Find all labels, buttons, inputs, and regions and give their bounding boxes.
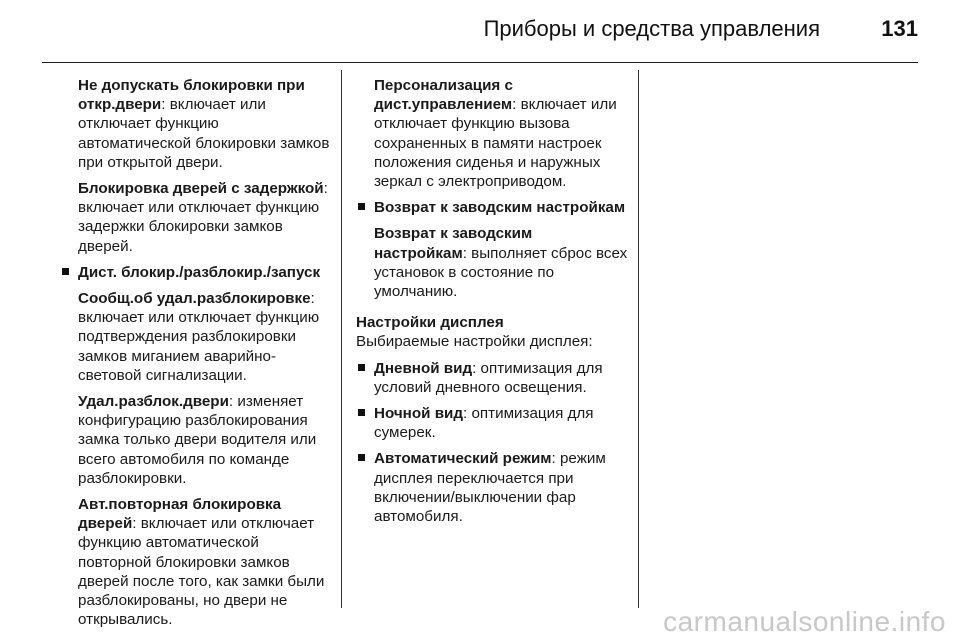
entry-label: Блокировка дверей с задержкой — [78, 180, 324, 198]
bullet-label: Возврат к заводским настройкам — [374, 199, 626, 217]
bullet-label: Дист. блокир./разблокир./запуск — [78, 263, 321, 281]
list-item-day-mode — [356, 359, 628, 397]
entry-text: : оптимизация для сумерек. — [374, 405, 594, 442]
bullet-factory-reset — [356, 198, 628, 217]
entry-text: : включает или отключает функцию автоматической повторной блокировки замков дверей после того, как замки были разблокированы, но двери не открывались. — [78, 515, 325, 629]
entry-label: Не допускать блокировки при откр.двери — [78, 77, 305, 114]
header-rule — [42, 62, 918, 63]
middle-column — [356, 76, 628, 533]
entry-text: : включает или отключает функцию автоматической блокировки замков при открытой двери. — [78, 96, 330, 171]
bullet-square-icon — [62, 268, 69, 275]
bullet-square-icon — [358, 364, 365, 371]
bullet-square-icon — [358, 409, 365, 416]
entry-label: Персонализация с дист.управлением — [374, 77, 513, 114]
entry-delayed-lock — [78, 179, 332, 256]
entry-label: Возврат к заводским настройкам — [374, 225, 533, 262]
list-item-night-mode — [356, 404, 628, 442]
entry-text: : оптимизация для условий дневного освещения. — [374, 359, 603, 396]
entry-label: Сообщ.об удал.разблокировке — [78, 290, 311, 308]
entry-remote-unlock-feedback — [78, 289, 332, 385]
watermark: carmanualsonline.info — [663, 606, 946, 637]
section-intro-display: Выбираемые настройки дисплея: — [356, 333, 593, 351]
list-item-auto-mode — [356, 449, 628, 526]
bullet-square-icon — [358, 203, 365, 210]
entry-label: Ночной вид — [374, 405, 464, 423]
entry-text: : режим дисплея переключается при включении/выключении фар автомобиля. — [374, 450, 606, 526]
entry-remote-door-unlock — [78, 392, 332, 488]
entry-label: Дневной вид — [374, 359, 473, 377]
entry-text: : включает или отключает функцию задержки блокировки замков дверей. — [78, 180, 328, 255]
bullet-remote-lock — [60, 263, 332, 282]
entry-label: Авт.повторная блокировка дверей — [78, 496, 282, 533]
entry-remote-personalization — [374, 76, 628, 191]
entry-text: : включает или отключает функцию подтверждения разблокировки замков миганием аварийно-световой сигнализации. — [78, 290, 320, 384]
header-title: Приборы и средства управления — [483, 16, 820, 41]
entry-auto-relock — [78, 495, 332, 629]
entry-factory-reset — [374, 224, 628, 301]
column-divider-left — [341, 70, 342, 608]
section-heading-display: Настройки дисплея — [356, 314, 504, 332]
entry-label: Удал.разблок.двери — [78, 393, 229, 411]
bullet-square-icon — [358, 454, 365, 461]
page-number: 131 — [881, 16, 918, 41]
left-column — [60, 76, 332, 636]
entry-text: : изменяет конфигурацию разблокирования замка только двери водителя или всего автомобиля по команде разблокировки. — [78, 393, 317, 487]
entry-door-open-lock — [78, 76, 332, 172]
entry-text: : включает или отключает функцию вызова сохраненных в памяти настроек положения сиденья и наружных зеркал с электроприводом. — [374, 96, 617, 191]
entry-label: Автоматический режим — [374, 450, 552, 468]
column-divider-right — [638, 70, 639, 608]
entry-text: : выполняет сброс всех установок в состояние по умолчанию. — [374, 244, 628, 301]
